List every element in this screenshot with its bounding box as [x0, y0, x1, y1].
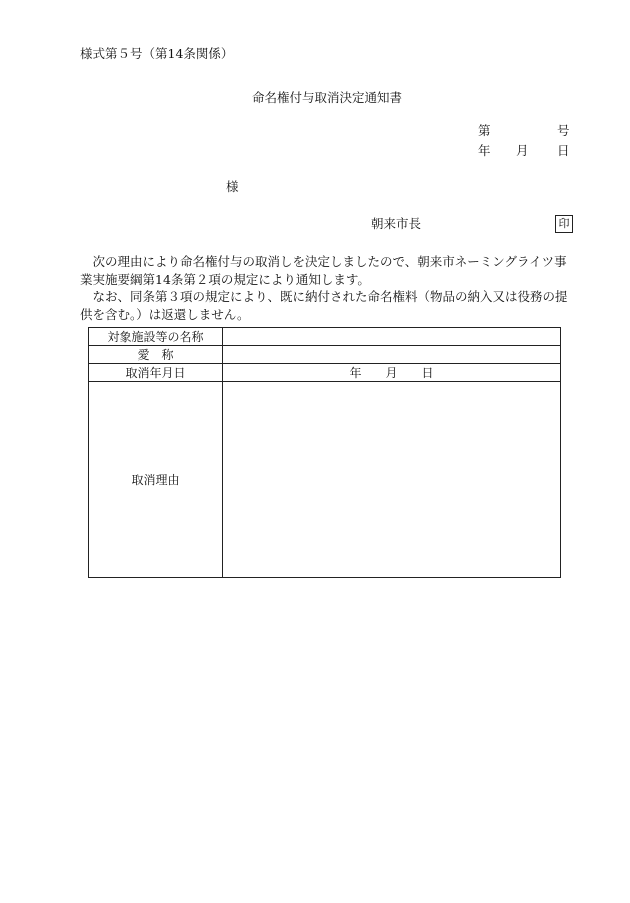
cancel-date-label: 取消年月日 — [89, 364, 223, 382]
table-row — [89, 364, 561, 382]
nickname-label: 愛 称 — [89, 346, 223, 364]
number-suffix: 号 — [557, 123, 570, 138]
table-row — [89, 382, 561, 578]
recipient-honorific: 様 — [226, 179, 239, 194]
cancellation-table — [88, 327, 561, 578]
paragraph-reason: 次の理由により命名権付与の取消しを決定しましたので、朝来市ネーミングライツ事業実施要綱第14条第２項の規定により通知します。 — [80, 254, 567, 287]
date-day: 日 — [557, 143, 570, 158]
number-prefix: 第 — [478, 123, 491, 138]
paragraph-refund: なお、同条第３項の規定により、既に納付された命名権料（物品の納入又は役務の提供を含む。）は返還しません。 — [80, 289, 568, 322]
facility-value — [223, 328, 561, 346]
seal-mark: 印 — [555, 215, 573, 233]
reason-label: 取消理由 — [89, 382, 223, 578]
table-row — [89, 328, 561, 346]
document-title: 命名権付与取消決定通知書 — [252, 90, 403, 105]
date-month: 月 — [516, 143, 529, 158]
facility-label: 対象施設等の名称 — [89, 328, 223, 346]
notice-body — [80, 253, 572, 323]
cancel-date-value: 年 月 日 — [223, 364, 561, 382]
table-row — [89, 346, 561, 364]
date-year: 年 — [478, 143, 491, 158]
sender-name: 朝来市長 — [371, 216, 422, 231]
nickname-value — [223, 346, 561, 364]
form-number: 様式第５号（第14条関係） — [80, 46, 234, 61]
reason-value — [223, 382, 561, 578]
